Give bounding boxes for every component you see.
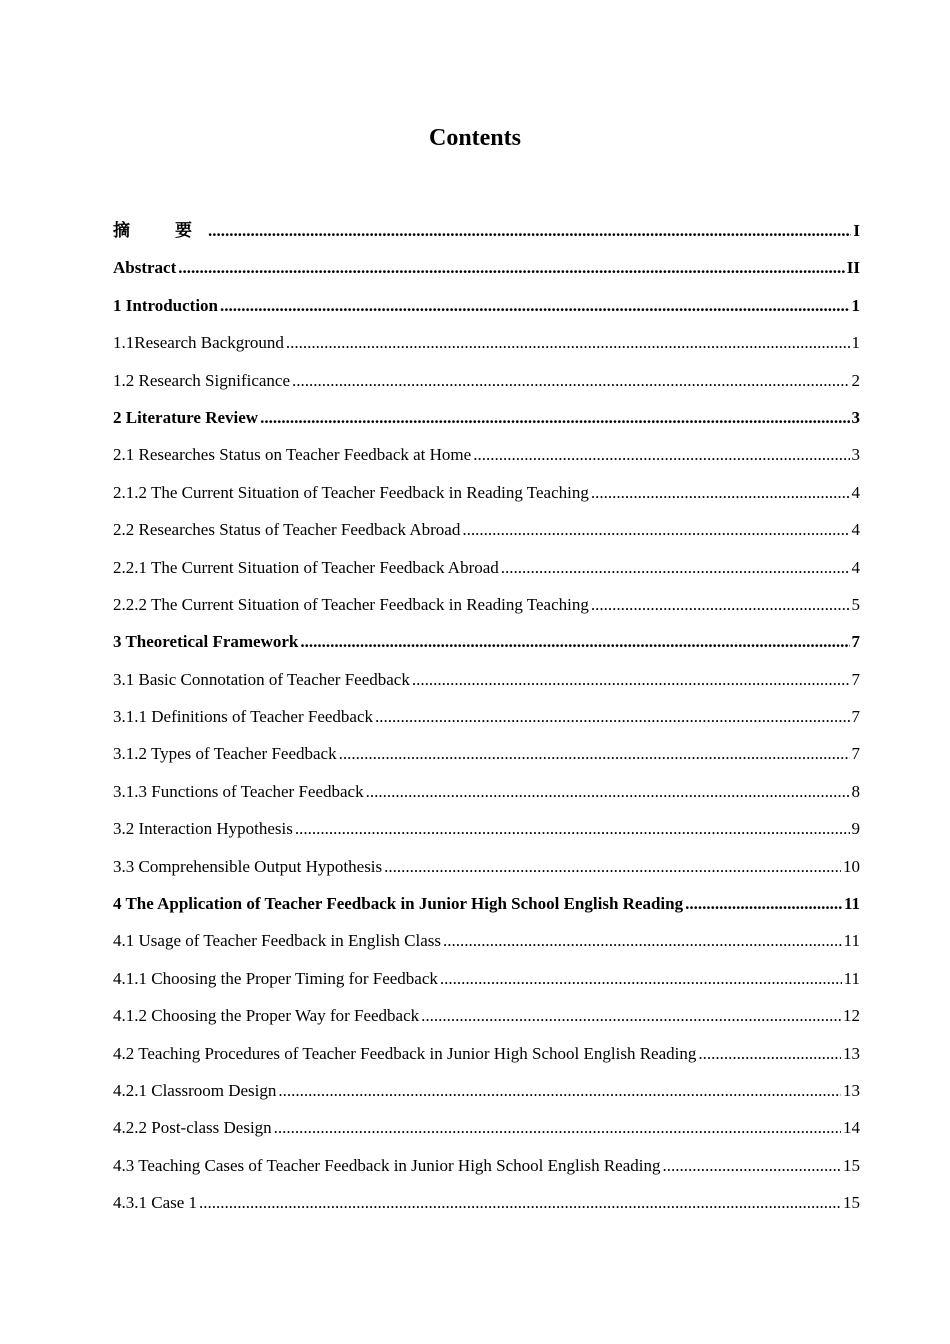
toc-entry[interactable] (113, 1147, 860, 1184)
toc-dot-leader (375, 698, 849, 735)
toc-entry-page-number: I (853, 221, 860, 240)
toc-entry[interactable] (113, 997, 860, 1034)
toc-entry[interactable] (113, 810, 860, 847)
toc-entry[interactable] (113, 848, 860, 885)
toc-entry[interactable] (113, 511, 860, 548)
toc-entry-page-number: 11 (843, 968, 860, 988)
toc-entry-page-number: 4 (851, 520, 860, 540)
toc-entry-label: 4.2.1 Classroom Design (113, 1080, 277, 1100)
toc-entry[interactable] (113, 324, 860, 361)
toc-dot-leader (220, 287, 849, 324)
toc-dot-leader (260, 399, 849, 436)
toc-entry[interactable] (113, 249, 860, 286)
toc-entry[interactable] (113, 698, 860, 735)
toc-dot-leader (274, 1109, 841, 1146)
toc-entry-label: 3.1 Basic Connotation of Teacher Feedback (113, 669, 410, 689)
toc-entry[interactable] (113, 773, 860, 810)
toc-dot-leader (412, 661, 850, 698)
toc-entry-page-number: 5 (851, 594, 860, 614)
toc-entry-label: 3.1.1 Definitions of Teacher Feedback (113, 707, 374, 727)
toc-entry-page-number: 12 (843, 1006, 860, 1026)
toc-dot-leader (366, 773, 850, 810)
toc-dot-leader (443, 922, 842, 959)
toc-dot-leader (295, 810, 850, 847)
toc-entry-page-number: 7 (851, 632, 860, 652)
toc-entry-label: 1 Introduction (113, 295, 219, 315)
toc-entry[interactable] (113, 287, 860, 324)
toc-entry-label: 4.1 Usage of Teacher Feedback in English Class (113, 931, 442, 951)
toc-entry-page-number: 11 (843, 894, 860, 914)
toc-entry-label: Abstract (113, 258, 177, 278)
toc-entry-page-number: 11 (843, 931, 860, 951)
toc-entry[interactable] (113, 586, 860, 623)
toc-entry[interactable] (113, 362, 860, 399)
toc-entry[interactable] (113, 922, 860, 959)
toc-dot-leader (685, 885, 842, 922)
toc-entry[interactable] (113, 549, 860, 586)
toc-entry[interactable] (113, 735, 860, 772)
toc-entry-page-number: 15 (843, 1193, 860, 1213)
toc-dot-leader (286, 324, 850, 361)
toc-entry-page-number: 3 (851, 445, 860, 465)
toc-entry[interactable] (113, 960, 860, 997)
toc-entry-label: 4.2.2 Post-class Design (113, 1118, 272, 1138)
toc-entry[interactable] (113, 885, 860, 922)
toc-dot-leader (591, 474, 850, 511)
toc-entry-label: 2 Literature Review (113, 407, 259, 427)
toc-entry-label: 2.1.2 The Current Situation of Teacher Feedback in Reading Teaching (113, 482, 589, 502)
toc-entry-label: 4.1.1 Choosing the Proper Timing for Feedback (113, 968, 438, 988)
toc-entry-label: 2.2.1 The Current Situation of Teacher Feedback Abroad (113, 557, 499, 577)
toc-entry-page-number: 8 (851, 781, 860, 801)
toc-entry-label: 3.3 Comprehensible Output Hypothesis (113, 856, 383, 876)
toc-entry-page-number: 9 (851, 819, 860, 839)
toc-dot-leader (473, 436, 849, 473)
toc-dot-leader (199, 1184, 841, 1221)
toc-entry[interactable] (113, 661, 860, 698)
toc-entry-page-number: 1 (851, 333, 860, 353)
toc-entry-label: 摘 要 (113, 221, 206, 240)
toc-entry-page-number: 3 (851, 407, 860, 427)
toc-entry[interactable] (113, 623, 860, 660)
toc-dot-leader (462, 511, 849, 548)
toc-entry-label: 3.1.3 Functions of Teacher Feedback (113, 781, 364, 801)
toc-entry-page-number: 7 (851, 707, 860, 727)
toc-entry-label: 2.2.2 The Current Situation of Teacher Feedback in Reading Teaching (113, 594, 589, 614)
toc-entry-label: 4.1.2 Choosing the Proper Way for Feedback (113, 1006, 420, 1026)
toc-entry-page-number: 7 (851, 744, 860, 764)
toc-dot-leader (300, 623, 849, 660)
toc-entry-label: 4.3.1 Case 1 (113, 1193, 198, 1213)
toc-entry[interactable] (113, 1035, 860, 1072)
toc-dot-leader (208, 212, 851, 249)
toc-entry-label: 4.2 Teaching Procedures of Teacher Feedback in Junior High School English Reading (113, 1043, 697, 1063)
toc-entry-label: 2.2 Researches Status of Teacher Feedback Abroad (113, 520, 461, 540)
toc-entry-page-number: 1 (851, 295, 860, 315)
toc-dot-leader (663, 1147, 842, 1184)
toc-entry-page-number: 4 (851, 557, 860, 577)
toc-entry-page-number: 4 (851, 482, 860, 502)
toc-dot-leader (178, 249, 845, 286)
toc-dot-leader (278, 1072, 841, 1109)
toc-entry-page-number: 2 (851, 370, 860, 390)
toc-entry-page-number: 10 (843, 856, 860, 876)
toc-entry-page-number: 14 (843, 1118, 860, 1138)
toc-entry-label: 3 Theoretical Framework (113, 632, 299, 652)
toc-entry-page-number: II (846, 258, 860, 278)
toc-entry[interactable] (113, 1072, 860, 1109)
page-title: Contents (428, 125, 521, 151)
toc-entry-label: 2.1 Researches Status on Teacher Feedback at Home (113, 445, 472, 465)
toc-entry[interactable] (113, 474, 860, 511)
toc-dot-leader (698, 1035, 841, 1072)
toc-dot-leader (292, 362, 849, 399)
toc-entry[interactable] (113, 399, 860, 436)
toc-entry-label: 4.3 Teaching Cases of Teacher Feedback in Junior High School English Reading (113, 1155, 661, 1175)
toc-entry[interactable] (113, 212, 860, 249)
toc-entry[interactable] (113, 1184, 860, 1221)
toc-entry-page-number: 13 (843, 1080, 860, 1100)
table-of-contents (113, 212, 860, 1222)
toc-dot-leader (440, 960, 842, 997)
toc-entry-label: 3.2 Interaction Hypothesis (113, 819, 293, 839)
toc-entry-label: 1.2 Research Significance (113, 370, 291, 390)
toc-dot-leader (339, 735, 850, 772)
toc-entry-label: 1.1Research Background (113, 333, 284, 353)
toc-dot-leader (591, 586, 850, 623)
toc-dot-leader (421, 997, 841, 1034)
toc-entry[interactable] (113, 1109, 860, 1146)
toc-dot-leader (501, 549, 850, 586)
toc-entry-page-number: 13 (843, 1043, 860, 1063)
toc-entry-page-number: 15 (843, 1155, 860, 1175)
toc-entry-label: 4 The Application of Teacher Feedback in Junior High School English Reading (113, 894, 684, 914)
toc-entry-page-number: 7 (851, 669, 860, 689)
toc-entry[interactable] (113, 436, 860, 473)
toc-entry-label: 3.1.2 Types of Teacher Feedback (113, 744, 337, 764)
toc-dot-leader (384, 848, 841, 885)
